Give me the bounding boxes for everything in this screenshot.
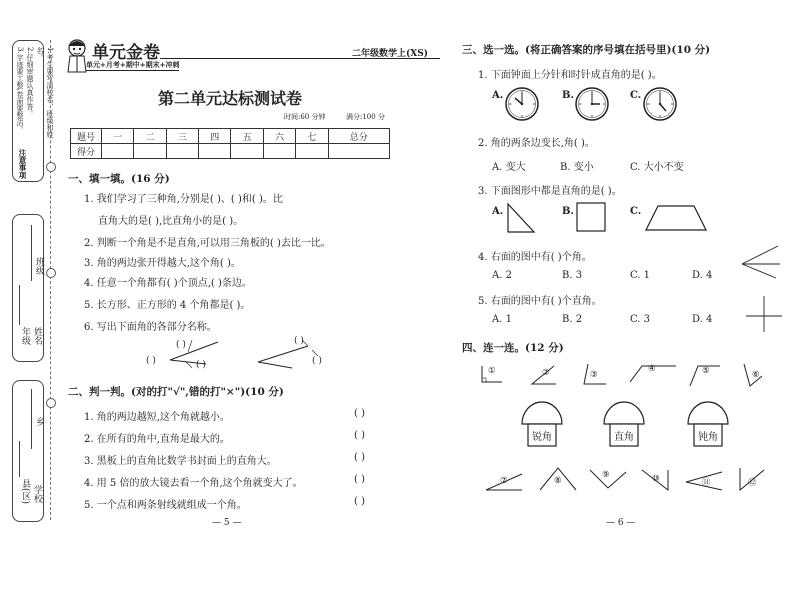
s2-answer-box[interactable]: ( ) — [354, 430, 365, 441]
score-info: 满分:100 分 — [346, 113, 385, 121]
s1-q5: 5. 长方形、正方形的 4 个角都是( )。 — [84, 300, 251, 311]
angle-label-2: ② — [542, 368, 550, 378]
s2-answer-box[interactable]: ( ) — [354, 408, 365, 419]
score-cell[interactable] — [199, 144, 231, 159]
s3-q3-option-a[interactable]: A. — [492, 206, 504, 217]
score-header-cell: 七 — [296, 129, 328, 144]
grade-badge: 二年级数学上(XS) — [352, 49, 428, 59]
score-header-cell: 六 — [263, 129, 295, 144]
s3-q5-option-b[interactable]: B. 2 — [562, 314, 583, 325]
mushroom-acute[interactable] — [520, 400, 564, 454]
score-cell[interactable] — [134, 144, 166, 159]
mushroom-right-label: 直角 — [614, 432, 634, 443]
county-label: 县(区) — [20, 479, 30, 505]
s3-q5-option-a[interactable]: A. 1 — [492, 314, 512, 325]
angle-label-1: ① — [488, 366, 496, 376]
mushroom-obtuse[interactable] — [686, 400, 730, 454]
binding-dashed-line — [50, 40, 51, 520]
angle-label-10: ⑩ — [652, 474, 660, 484]
section1-heading: 一、填一填。(16 分) — [68, 173, 170, 185]
grade-label: 年级 — [20, 327, 30, 345]
angles-figure — [738, 244, 782, 284]
mushroom-acute-label: 锐角 — [532, 432, 552, 443]
angle-label-12: ⑫ — [748, 478, 757, 488]
s1-q1: 1. 我们学习了三种角,分别是( )、( )和( )。比 — [84, 194, 283, 205]
s3-q2: 2. 角的两条边变长,角( )。 — [478, 138, 595, 149]
s3-q2-option-a[interactable]: A. 变大 — [492, 162, 526, 173]
s1-q4: 4. 任意一个角都有( )个顶点,( )条边。 — [84, 278, 252, 289]
notice-label: 注意事项 — [18, 149, 27, 179]
time-info: 时间:60 分钟 — [284, 113, 326, 121]
angle-label-11: ⑪ — [702, 478, 711, 488]
s3-q4-option-c[interactable]: C. 1 — [630, 270, 651, 281]
clock-b-icon — [574, 86, 610, 126]
angle-part-paren[interactable]: ( ) — [196, 360, 206, 370]
school-label: 学校 — [32, 485, 42, 503]
clock-a-icon — [504, 86, 540, 126]
class-label: 班级 — [34, 257, 44, 275]
binding-hole-2 — [46, 268, 56, 278]
mushroom-right[interactable] — [602, 400, 646, 454]
score-header-cell: 三 — [166, 129, 198, 144]
score-cell[interactable] — [102, 144, 134, 159]
s3-q3-option-b[interactable]: B. — [562, 206, 574, 217]
score-header-cell: 题号 — [71, 129, 102, 144]
score-header-cell: 四 — [199, 129, 231, 144]
s1-q3: 3. 角的两边张开得越大,这个角( )。 — [84, 258, 241, 269]
score-cell[interactable] — [328, 144, 389, 159]
angle-part-paren[interactable]: ( ) — [146, 356, 156, 366]
s3-q4-option-b[interactable]: B. 3 — [562, 270, 583, 281]
s3-q3-option-c[interactable]: C. — [630, 206, 642, 217]
section4-heading: 四、连一连。(12 分) — [462, 342, 564, 354]
angle-label-4: ④ — [648, 364, 656, 374]
notice-text: 1.考生要写清校名、班级和姓名。 2.仔细审题认真作答。 3.字迹要工整,卷面要整洁。 — [16, 47, 54, 138]
angle-part-paren[interactable]: ( ) — [176, 340, 186, 350]
test-title: 第二单元达标测试卷 — [158, 89, 303, 108]
score-cell[interactable] — [263, 144, 295, 159]
page-number-left: — 5 — — [212, 518, 242, 528]
s1-q2: 2. 判断一个角是不是直角,可以用三角板的( )去比一比。 — [84, 238, 331, 249]
clock-c-icon — [642, 86, 678, 126]
s3-q4: 4. 右面的图中有( )个角。 — [478, 252, 592, 263]
mascot-icon — [64, 38, 90, 78]
angle-label-9: ⑨ — [602, 470, 610, 480]
right-triangle-shape — [506, 202, 536, 238]
angle-parts-diagram-1 — [148, 336, 228, 374]
s3-q1-option-b[interactable]: B. — [562, 90, 574, 101]
score-cell[interactable] — [296, 144, 328, 159]
s2-item: 1. 角的两边越短,这个角就越小。 — [84, 412, 230, 423]
score-table-row — [71, 144, 390, 159]
school-box — [12, 380, 44, 522]
page-number-right: — 6 — — [606, 518, 636, 528]
trapezoid-shape — [644, 204, 708, 236]
s3-q2-option-c[interactable]: C. 大小不变 — [630, 162, 684, 173]
square-shape — [576, 202, 606, 236]
s2-answer-box[interactable]: ( ) — [354, 474, 365, 485]
section2-heading: 二、判一判。(对的打"√",错的打"×")(10 分) — [68, 386, 284, 398]
cross-figure — [746, 296, 782, 336]
section3-heading: 三、选一选。(将正确答案的序号填在括号里)(10 分) — [462, 44, 711, 56]
angle-part-paren[interactable]: ( ) — [294, 336, 304, 346]
angle-part-paren[interactable]: ( ) — [312, 356, 322, 366]
s3-q5-option-c[interactable]: C. 3 — [630, 314, 651, 325]
s3-q2-option-b[interactable]: B. 变小 — [560, 162, 594, 173]
s3-q3: 3. 下面图形中都是直角的是( )。 — [478, 186, 622, 197]
s3-q5-option-d[interactable]: D. 4 — [692, 314, 713, 325]
s1-q1-cont: 直角大的是( ),比直角小的是( )。 — [98, 216, 244, 227]
binding-hole-1 — [46, 162, 56, 172]
score-cell[interactable] — [231, 144, 263, 159]
s3-q1-option-a[interactable]: A. — [492, 90, 504, 101]
angle-label-6: ⑥ — [752, 370, 760, 380]
angle-label-3: ③ — [590, 370, 598, 380]
s2-item: 5. 一个点和两条射线就组成一个角。 — [84, 500, 247, 511]
s3-q4-option-d[interactable]: D. 4 — [692, 270, 713, 281]
binding-hole-3 — [46, 398, 56, 408]
s2-answer-box[interactable]: ( ) — [354, 496, 365, 507]
s2-item: 2. 在所有的角中,直角是最大的。 — [84, 434, 230, 445]
score-table-header — [71, 129, 390, 144]
name-label: 姓名 — [32, 327, 42, 345]
s1-q6: 6. 写出下面角的各部分名称。 — [84, 322, 217, 333]
brand-tagline: 单元+月考+期中+期末+冲刺 — [86, 61, 180, 69]
s3-q1-option-c[interactable]: C. — [630, 90, 642, 101]
s3-q1: 1. 下面钟面上分针和时针成直角的是( )。 — [478, 70, 662, 81]
s3-q4-option-a[interactable]: A. 2 — [492, 270, 512, 281]
s2-item: 4. 用 5 倍的放大镜去看一个角,这个角就变大了。 — [84, 478, 303, 489]
score-cell[interactable] — [166, 144, 198, 159]
score-header-cell: 一 — [102, 129, 134, 144]
score-header-cell: 总分 — [328, 129, 389, 144]
student-name-box — [12, 214, 44, 362]
angle-label-7: ⑦ — [500, 476, 508, 486]
s2-item: 3. 黑板上的直角比数学书封面上的直角大。 — [84, 456, 277, 467]
mushroom-obtuse-label: 钝角 — [698, 432, 718, 443]
score-row-label: 得分 — [71, 144, 102, 159]
angle-label-5: ⑤ — [702, 366, 710, 376]
s2-answer-box[interactable]: ( ) — [354, 452, 365, 463]
score-header-cell: 二 — [134, 129, 166, 144]
notice-box — [12, 40, 54, 182]
brand-title: 单元金卷 — [92, 43, 160, 63]
town-label: 乡 — [34, 417, 44, 426]
score-header-cell: 五 — [231, 129, 263, 144]
score-table — [70, 128, 390, 159]
angle-label-8: ⑧ — [554, 476, 562, 486]
s3-q5: 5. 右面的图中有( )个直角。 — [478, 296, 602, 307]
